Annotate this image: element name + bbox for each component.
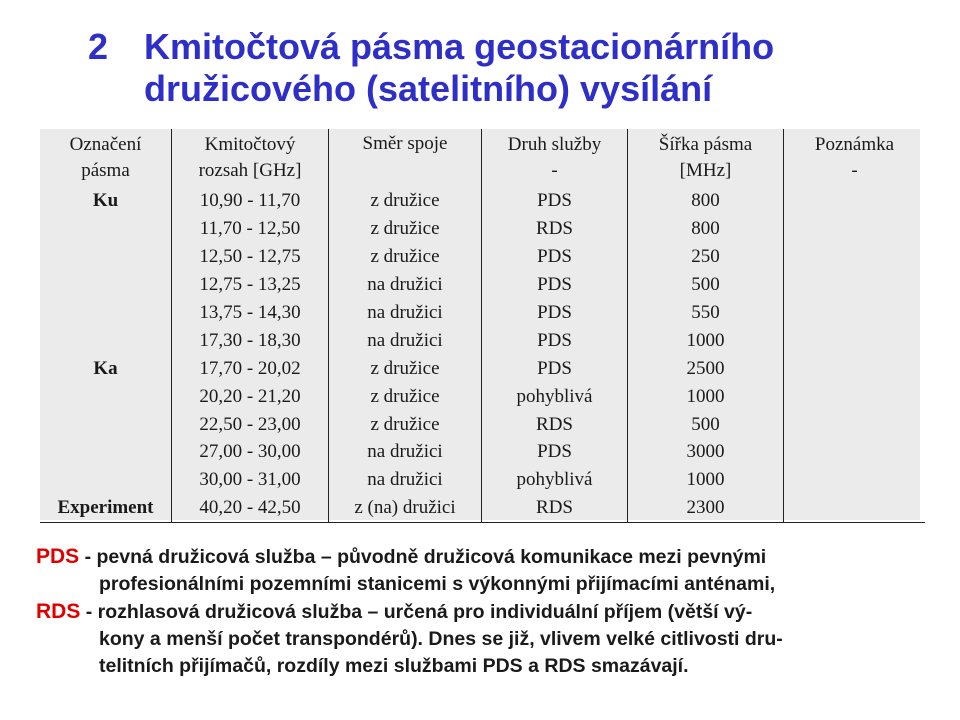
table-header-row (40, 129, 925, 187)
cell-range: 22,50 - 23,00 (172, 410, 329, 438)
cell-bandwidth: 2500 (628, 354, 784, 382)
table-row (40, 354, 925, 382)
cell-service: RDS (482, 215, 628, 243)
header-bandwidth: Šířka pásma [MHz] (628, 129, 784, 187)
cell-range: 11,70 - 12,50 (172, 215, 329, 243)
note-rds-line1: RDS - rozhlasová družicová služba – určená pro individuální příjem (větší vý- (36, 600, 753, 623)
title-line1: Kmitočtová pásma geostacionárního (144, 26, 775, 67)
cell-direction: z družice (329, 215, 482, 243)
note-rds-line3: telitních přijímačů, rozdíly mezi službami PDS a RDS smazávají. (99, 655, 689, 677)
cell-note (784, 494, 926, 522)
cell-service: pohyblivá (482, 466, 628, 494)
cell-note (784, 299, 926, 327)
cell-bandwidth: 500 (628, 271, 784, 299)
cell-bandwidth: 1000 (628, 326, 784, 354)
table-row (40, 187, 925, 215)
cell-band (40, 243, 172, 271)
cell-service: RDS (482, 494, 628, 522)
cell-band (40, 271, 172, 299)
cell-bandwidth: 500 (628, 410, 784, 438)
cell-service: PDS (482, 187, 628, 215)
table-row (40, 243, 925, 271)
table-row (40, 494, 925, 522)
header-note: Poznámka - (784, 129, 926, 187)
cell-band (40, 410, 172, 438)
table-row (40, 410, 925, 438)
table-row (40, 326, 925, 354)
cell-service: PDS (482, 271, 628, 299)
cell-direction: z družice (329, 187, 482, 215)
cell-direction: na družici (329, 299, 482, 327)
cell-band: Ku (92, 190, 119, 212)
header-direction: Směr spoje (329, 129, 482, 187)
header-range: Kmitočtový rozsah [GHz] (172, 129, 329, 187)
note-pds-line1: PDS - pevná družicová služba – původně družicová komunikace mezi pevnými (36, 545, 767, 568)
table-row (40, 299, 925, 327)
header-service: Druh služby - (482, 129, 628, 187)
cell-band (40, 326, 172, 354)
cell-range: 40,20 - 42,50 (172, 494, 329, 522)
cell-direction: na družici (329, 466, 482, 494)
header-band: Označení pásma (69, 134, 142, 181)
page-title (88, 26, 928, 110)
note-rds-line2: kony a menší počet transpondérů). Dnes se již, vlivem velké citlivosti dru- (99, 628, 783, 650)
cell-service: PDS (482, 438, 628, 466)
cell-range: 17,30 - 18,30 (172, 326, 329, 354)
pds-abbreviation: PDS (36, 545, 80, 568)
cell-band (40, 466, 172, 494)
cell-note (784, 354, 926, 382)
cell-note (784, 382, 926, 410)
cell-note (784, 466, 926, 494)
cell-note (784, 243, 926, 271)
cell-note (784, 438, 926, 466)
frequency-table (40, 129, 925, 523)
cell-service: pohyblivá (482, 382, 628, 410)
title-number: 2 (88, 26, 109, 67)
rds-abbreviation: RDS (36, 600, 81, 623)
cell-bandwidth: 1000 (628, 466, 784, 494)
cell-range: 17,70 - 20,02 (172, 354, 329, 382)
cell-direction: z družice (329, 354, 482, 382)
cell-note (784, 326, 926, 354)
cell-direction: z družice (329, 382, 482, 410)
cell-band: Experiment (40, 494, 172, 522)
cell-direction: z družice (329, 243, 482, 271)
table-row (40, 438, 925, 466)
cell-bandwidth: 2300 (628, 494, 784, 522)
cell-bandwidth: 550 (628, 299, 784, 327)
cell-bandwidth: 800 (628, 215, 784, 243)
abbreviation-notes (36, 543, 936, 680)
table-row (40, 271, 925, 299)
cell-direction: na družici (329, 326, 482, 354)
cell-range: 12,75 - 13,25 (172, 271, 329, 299)
cell-direction: z družice (329, 410, 482, 438)
cell-bandwidth: 3000 (628, 438, 784, 466)
cell-note (784, 410, 926, 438)
cell-direction: z (na) družici (329, 494, 482, 522)
table-row (40, 382, 925, 410)
cell-range: 13,75 - 14,30 (172, 299, 329, 327)
title-line2: družicového (satelitního) vysílání (144, 68, 713, 109)
cell-range: 12,50 - 12,75 (172, 243, 329, 271)
cell-bandwidth: 250 (628, 243, 784, 271)
cell-service: RDS (482, 410, 628, 438)
cell-range: 30,00 - 31,00 (172, 466, 329, 494)
cell-range: 20,20 - 21,20 (172, 382, 329, 410)
note-pds-line2: profesionálními pozemními stanicemi s výkonnými přijímacími anténami, (99, 573, 776, 595)
cell-direction: na družici (329, 271, 482, 299)
cell-note (784, 271, 926, 299)
cell-service: PDS (482, 354, 628, 382)
cell-band (40, 299, 172, 327)
frequency-table-panel (40, 129, 920, 520)
cell-range: 10,90 - 11,70 (172, 187, 329, 215)
cell-bandwidth: 800 (628, 187, 784, 215)
cell-direction: na družici (329, 438, 482, 466)
cell-note (784, 215, 926, 243)
table-body (40, 187, 925, 522)
cell-note (784, 187, 926, 215)
table-row (40, 215, 925, 243)
cell-service: PDS (482, 299, 628, 327)
cell-band: Ka (93, 357, 118, 379)
cell-service: PDS (482, 326, 628, 354)
cell-band (40, 215, 172, 243)
cell-range: 27,00 - 30,00 (172, 438, 329, 466)
table-row (40, 466, 925, 494)
cell-bandwidth: 1000 (628, 382, 784, 410)
cell-band (40, 438, 172, 466)
cell-band (40, 382, 172, 410)
cell-service: PDS (482, 243, 628, 271)
